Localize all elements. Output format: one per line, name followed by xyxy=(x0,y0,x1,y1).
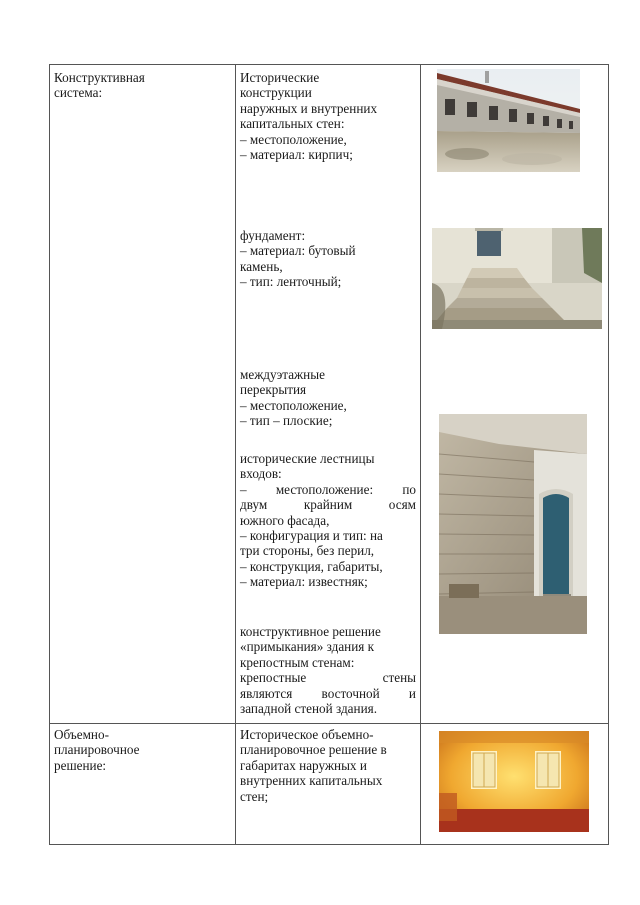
building-facade-photo xyxy=(437,69,580,172)
text-line: – местоположение, xyxy=(240,131,347,147)
walls-block xyxy=(240,70,416,162)
column-divider-2 xyxy=(420,64,421,845)
table-bottom-border xyxy=(49,844,609,845)
text-line: капитальных стен: xyxy=(240,116,345,132)
interior-wall-door-photo xyxy=(439,414,587,634)
table-left-border xyxy=(49,64,50,845)
text-line: исторические лестницы xyxy=(240,451,375,466)
table-top-border xyxy=(49,64,609,65)
column-divider-1 xyxy=(235,64,236,845)
text-line: – материал: известняк; xyxy=(240,574,368,590)
text-line: – тип: ленточный; xyxy=(240,274,342,290)
text-line: «примыкания» здания к xyxy=(240,639,375,655)
text-line: Исторические xyxy=(240,70,320,85)
row2-label-line: решение: xyxy=(54,757,107,773)
room-interior-photo xyxy=(439,731,589,832)
floors-block xyxy=(240,367,416,429)
row-divider xyxy=(49,723,609,724)
text-line: – местоположение: по xyxy=(240,481,416,497)
text-line: габаритах наружных и xyxy=(240,757,367,773)
planning-block xyxy=(240,727,416,804)
text-line: входов: xyxy=(240,466,282,482)
row2-label-line: планировочное xyxy=(54,742,140,758)
text-line: планировочное решение в xyxy=(240,742,387,758)
foundation-block xyxy=(240,228,416,290)
adjoining-block xyxy=(240,624,416,716)
text-line: – местоположение, xyxy=(240,397,347,413)
row2-label-line: Объемно- xyxy=(54,727,109,742)
text-line: конструкции xyxy=(240,85,312,101)
text-line: крепостным стенам: xyxy=(240,654,355,670)
text-line: являются восточной и xyxy=(240,685,416,701)
text-line: конструктивное решение xyxy=(240,624,381,639)
text-line: наружных и внутренних xyxy=(240,100,378,116)
text-line: – материал: кирпич; xyxy=(240,147,353,163)
text-line: Историческое объемно- xyxy=(240,727,374,742)
text-line: камень, xyxy=(240,258,283,274)
text-line: крепостные стены xyxy=(240,670,416,686)
text-line: – тип – плоские; xyxy=(240,413,333,429)
row2-label xyxy=(54,727,229,773)
text-line: перекрытия xyxy=(240,382,307,398)
text-line: три стороны, без перил, xyxy=(240,543,375,559)
stairs-block xyxy=(240,451,416,590)
stone-steps-photo xyxy=(432,228,602,329)
text-line: фундамент: xyxy=(240,228,306,243)
text-line: стен; xyxy=(240,788,269,804)
row1-label-line: система: xyxy=(54,85,103,101)
text-line: западной стеной здания. xyxy=(240,701,378,717)
row1-label xyxy=(54,70,229,101)
row1-label-line: Конструктивная xyxy=(54,70,145,85)
text-line: – конструкция, габариты, xyxy=(240,558,383,574)
text-line: – материал: бутовый xyxy=(240,243,356,259)
text-line: – конфигурация и тип: на xyxy=(240,528,383,544)
text-line: междуэтажные xyxy=(240,367,325,382)
text-line: двум крайним осям xyxy=(240,497,416,513)
table-right-border xyxy=(608,64,609,845)
text-line: южного фасада, xyxy=(240,512,330,528)
text-line: внутренних капитальных xyxy=(240,773,383,789)
